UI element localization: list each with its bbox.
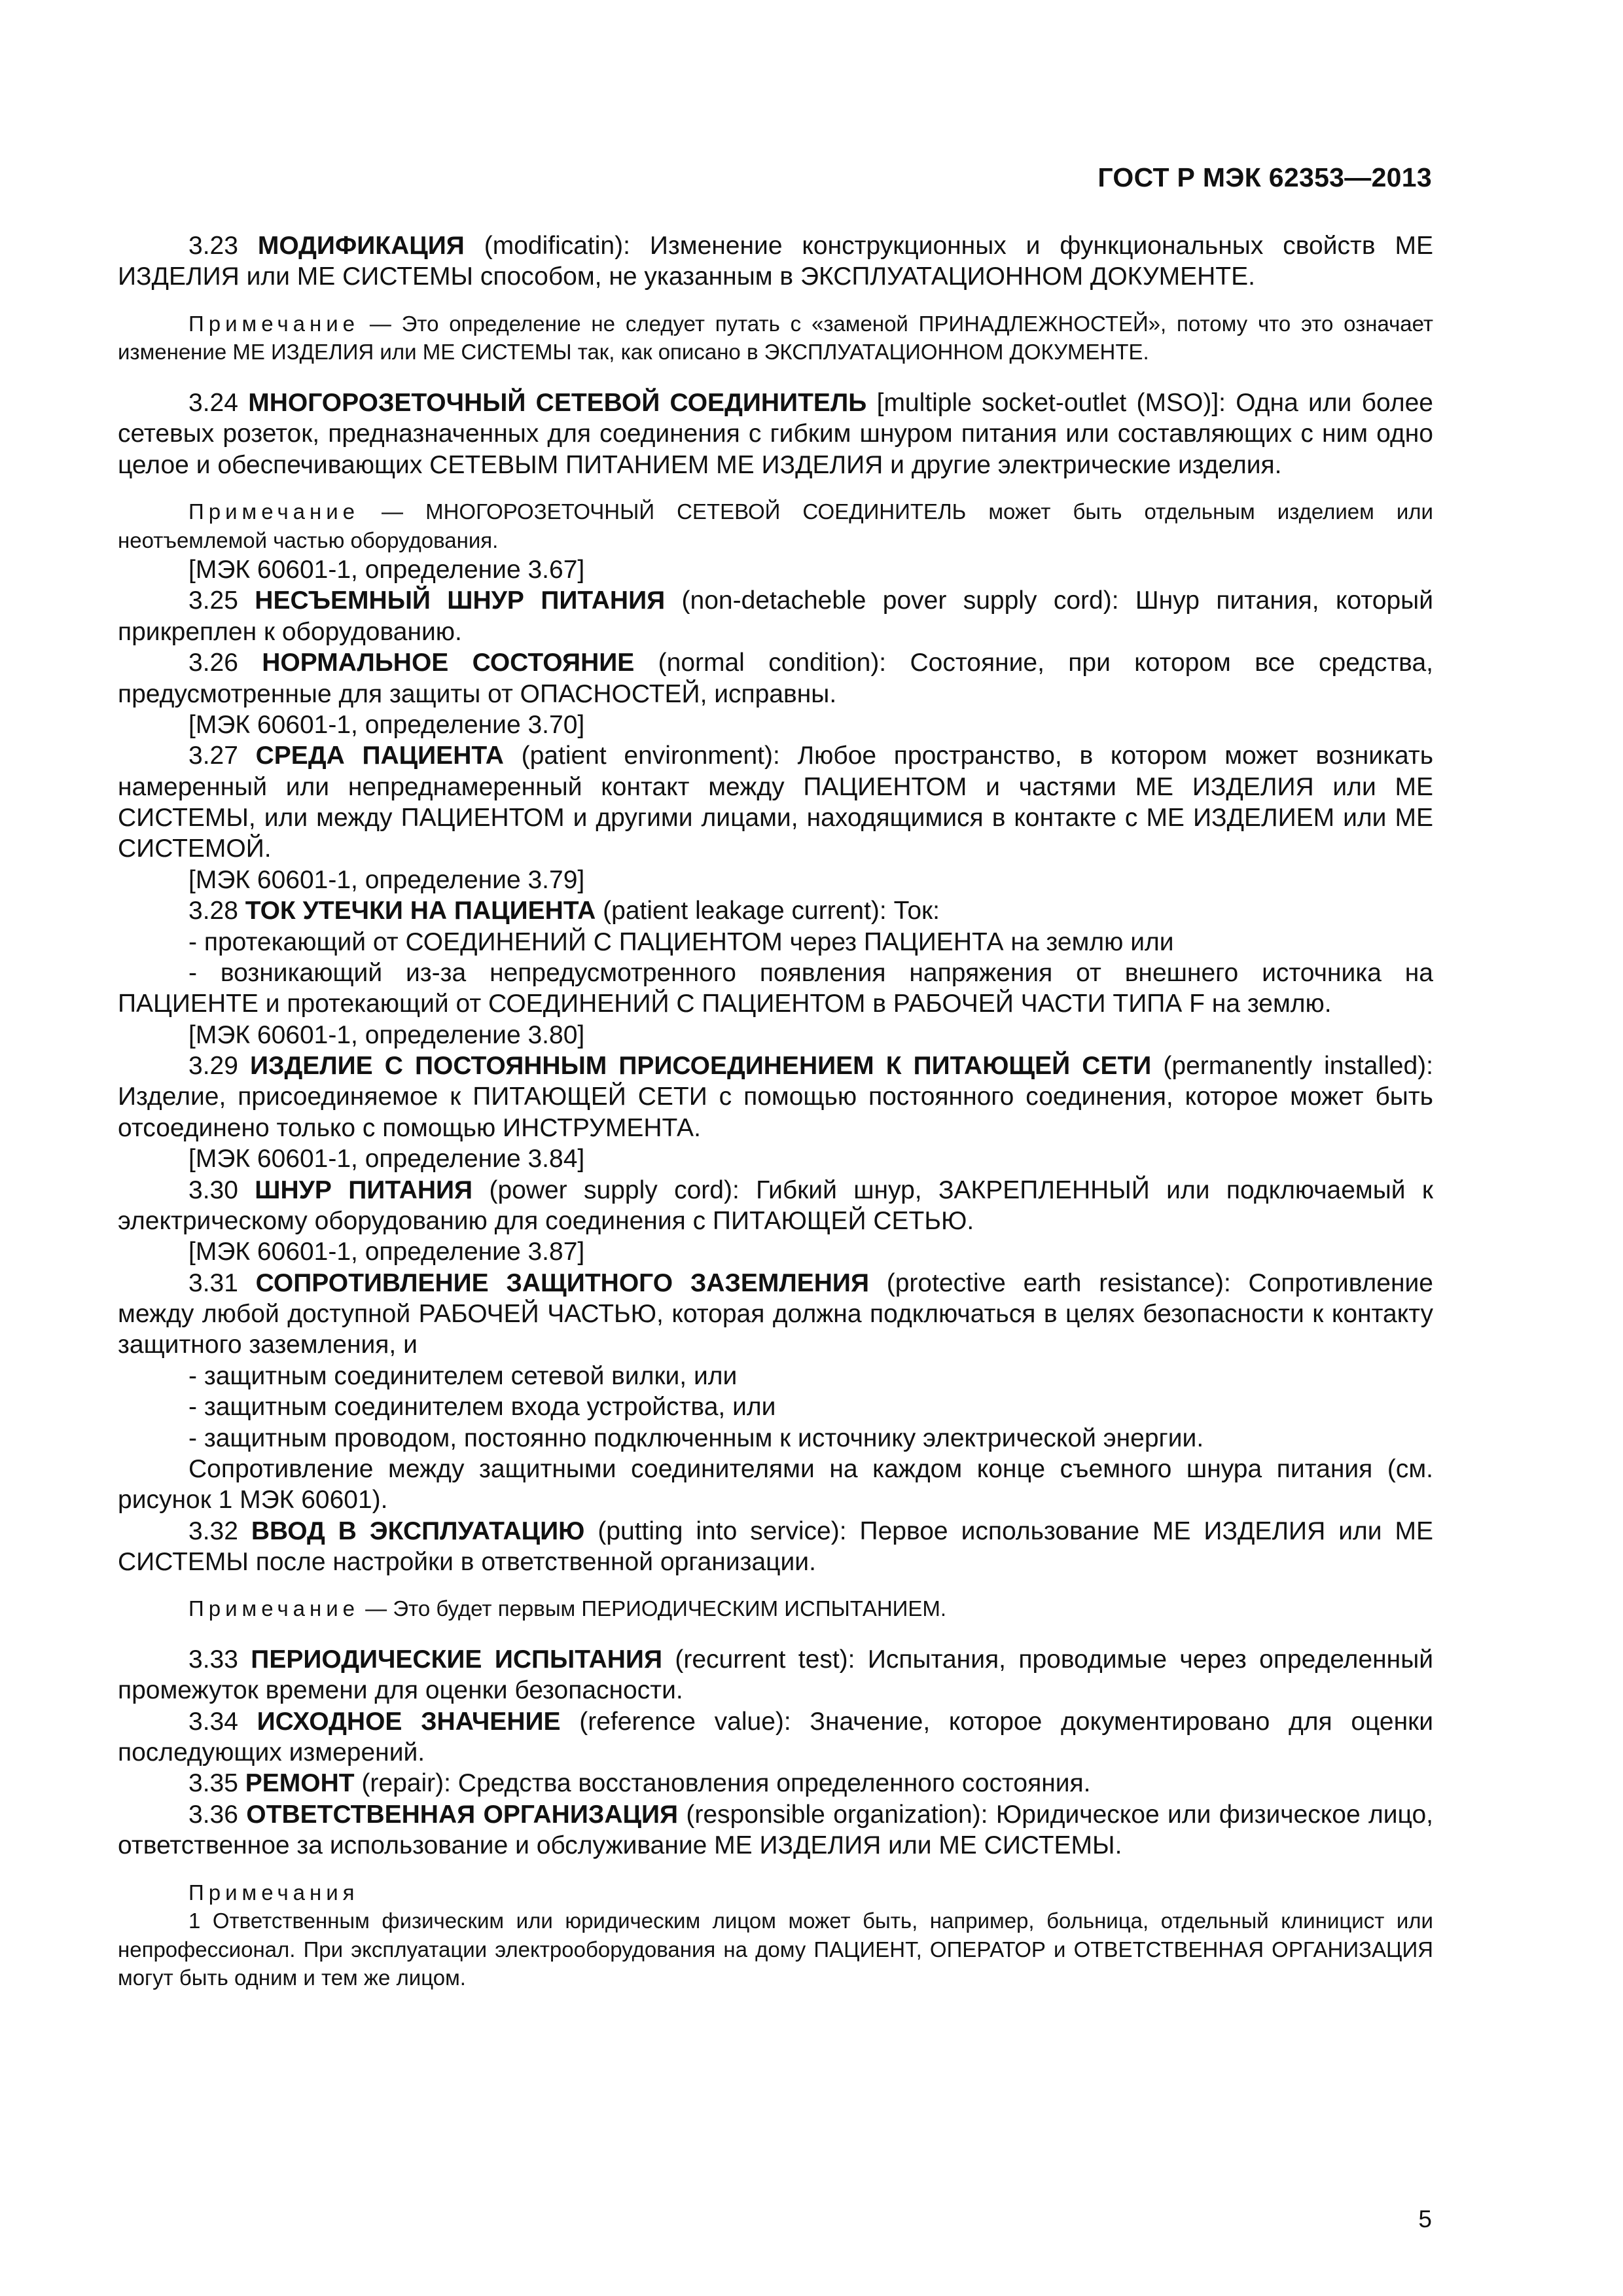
term-text: (patient leakage current): Ток: — [596, 897, 940, 925]
list-item — [118, 1391, 1433, 1422]
term-name: РЕМОНТ — [245, 1769, 355, 1798]
reference — [118, 1236, 1433, 1267]
note — [118, 310, 1433, 367]
note-item-text: 1 Ответственным физическим или юридическим лицом может быть, например, больница, отдельный клиницист или непрофессионал. При эксплуатации электрооборудования на дому ПАЦИЕНТ, ОПЕРАТОР и ОТВЕТСТВЕННАЯ ОРГАНИЗАЦИЯ могут быть одним и тем же лицом. — [118, 1909, 1433, 1990]
term-text: (power supply cord): Гибкий шнур, ЗАКРЕПЛЕННЫЙ или подключаемый к электрическому оборудованию для соединения с ПИТАЮЩЕЙ СЕТЬЮ. — [118, 1175, 1433, 1235]
list-item-text: - защитным проводом, постоянно подключенным к источнику электрической энергии. — [188, 1424, 1204, 1452]
term-name: ПЕРИОДИЧЕСКИЕ ИСПЫТАНИЯ — [251, 1645, 662, 1674]
term-text: (normal condition): Состояние, при котором все средства, предусмотренные для защиты от ОПАСНОСТЕЙ, исправны. — [118, 649, 1433, 708]
term-text: (reference value): Значение, которое документировано для оценки последующих измерений. — [118, 1707, 1433, 1767]
reference — [118, 865, 1433, 895]
note-text: — Это определение не следует путать с «заменой ПРИНАДЛЕЖНОСТЕЙ», потому что это означает изменение МЕ ИЗДЕЛИЯ или МЕ СИСТЕМЫ так, как описано в ЭКСПЛУАТАЦИОННОМ ДОКУМЕНТЕ. — [118, 311, 1433, 365]
reference-text: [МЭК 60601-1, определение 3.80] — [188, 1020, 585, 1049]
term-name: ВВОД В ЭКСПЛУАТАЦИЮ — [251, 1516, 585, 1545]
term-number: 3.26 — [188, 649, 238, 677]
term-name: СРЕДА ПАЦИЕНТА — [255, 742, 504, 770]
term-definition — [118, 1768, 1433, 1799]
list-item-text: - возникающий из-за непредусмотренного появления напряжения от внешнего источника на ПАЦИЕНТЕ и протекающий от СОЕДИНЕНИЙ С ПАЦИЕНТОМ в РАБОЧЕЙ ЧАСТИ ТИПА F на землю. — [118, 958, 1433, 1018]
term-text: (responsible organization): Юридическое или физическое лицо, ответственное за использование и обслуживание МЕ ИЗДЕЛИЯ или МЕ СИСТЕМЫ. — [118, 1800, 1433, 1860]
term-text: (putting into service): Первое использование МЕ ИЗДЕЛИЯ или МЕ СИСТЕМЫ после настройки в ответственной организации. — [118, 1516, 1433, 1577]
list-item-text: - защитным соединителем сетевой вилки, или — [188, 1361, 738, 1390]
term-definition — [118, 740, 1433, 865]
term-text: (non-detacheble pover supply cord): Шнур питания, который прикреплен к оборудованию. — [118, 586, 1433, 646]
note — [118, 497, 1433, 554]
term-number: 3.25 — [188, 586, 238, 615]
term-name: МОДИФИКАЦИЯ — [257, 232, 465, 260]
term-number: 3.36 — [188, 1800, 238, 1829]
term-text: [multiple socket-outlet (MSO)]: Одна или более сетевых розеток, предназначенных для соединения с гибким шнуром питания или составляющих с ним одно целое и обеспечивающих СЕТЕВЫМ ПИТАНИЕМ МЕ ИЗДЕЛИЯ и другие электрические изделия. — [118, 388, 1433, 479]
term-definition — [118, 895, 1433, 926]
term-number: 3.33 — [188, 1645, 238, 1674]
term-definition — [118, 1706, 1433, 1768]
term-text: (patient environment): Любое пространство, в котором может возникать намеренный или непреднамеренный контакт между ПАЦИЕНТОМ и частями МЕ ИЗДЕЛИЯ или МЕ СИСТЕМЫ, или между ПАЦИЕНТОМ и другими лицами, находящимися в контакте с МЕ ИЗДЕЛИЕМ или МЕ СИСТЕМОЙ. — [118, 742, 1434, 863]
term-definition — [118, 585, 1433, 647]
list-item — [118, 1423, 1433, 1454]
notes-heading — [118, 1878, 1433, 1907]
term-definition — [118, 1516, 1433, 1578]
list-item — [118, 958, 1433, 1020]
reference-text: [МЭК 60601-1, определение 3.84] — [188, 1145, 585, 1174]
reference — [118, 554, 1433, 585]
term-name: ИЗДЕЛИЕ С ПОСТОЯННЫМ ПРИСОЕДИНЕНИЕМ К ПИТАЮЩЕЙ СЕТИ — [250, 1052, 1152, 1081]
reference-text: [МЭК 60601-1, определение 3.87] — [188, 1238, 585, 1266]
term-number: 3.32 — [188, 1516, 238, 1545]
reference-text: [МЭК 60601-1, определение 3.67] — [188, 556, 585, 584]
reference — [118, 1143, 1433, 1174]
term-number: 3.34 — [188, 1707, 238, 1736]
term-name: ШНУР ПИТАНИЯ — [255, 1175, 473, 1204]
reference-text: [МЭК 60601-1, определение 3.70] — [188, 710, 585, 739]
term-definition — [118, 1050, 1433, 1143]
document-body — [118, 230, 1433, 1992]
term-name: СОПРОТИВЛЕНИЕ ЗАЩИТНОГО ЗАЗЕМЛЕНИЯ — [255, 1268, 869, 1297]
document-header: ГОСТ Р МЭК 62353—2013 — [1097, 162, 1432, 192]
term-name: МНОГОРОЗЕТОЧНЫЙ СЕТЕВОЙ СОЕДИНИТЕЛЬ — [248, 388, 867, 417]
term-number: 3.23 — [188, 232, 238, 260]
note-label: Примечание — [188, 1596, 360, 1621]
term-number: 3.27 — [188, 742, 238, 770]
term-number: 3.24 — [188, 388, 238, 417]
list-item — [118, 927, 1433, 958]
term-number: 3.28 — [188, 897, 238, 925]
term-text: (repair): Средства восстановления определенного состояния. — [354, 1769, 1091, 1798]
list-item — [118, 1361, 1433, 1391]
notes-heading-label: Примечания — [188, 1880, 359, 1905]
term-text: (permanently installed): Изделие, присоединяемое к ПИТАЮЩЕЙ СЕТИ с помощью постоянного соединения, которое может быть отсоединено только с помощью ИНСТРУМЕНТА. — [118, 1052, 1434, 1142]
term-text: (protective earth resistance): Сопротивление между любой доступной РАБОЧЕЙ ЧАСТЬЮ, которая должна подключаться в целях безопасности к контакту защитного заземления, и — [118, 1268, 1433, 1359]
reference-text: [МЭК 60601-1, определение 3.79] — [188, 865, 585, 894]
term-text: (modificatin): Изменение конструкционных и функциональных свойств МЕ ИЗДЕЛИЯ или МЕ СИСТЕМЫ способом, не указанным в ЭКСПЛУАТАЦИОННОМ ДОКУМЕНТЕ. — [118, 232, 1433, 291]
term-definition — [118, 387, 1433, 480]
term-name: ТОК УТЕЧКИ НА ПАЦИЕНТА — [245, 897, 596, 925]
page-number: 5 — [1418, 2206, 1432, 2233]
list-item-text: - защитным соединителем входа устройства, или — [188, 1393, 776, 1422]
paragraph — [118, 1454, 1433, 1516]
term-definition — [118, 647, 1433, 709]
note-label: Примечание — [188, 311, 360, 336]
term-number: 3.35 — [188, 1769, 238, 1798]
term-name: ОТВЕТСТВЕННАЯ ОРГАНИЗАЦИЯ — [246, 1800, 679, 1829]
list-item-text: - протекающий от СОЕДИНЕНИЙ С ПАЦИЕНТОМ через ПАЦИЕНТА на землю или — [188, 927, 1174, 956]
paragraph-text: Сопротивление между защитными соединителями на каждом конце съемного шнура питания (см. рисунок 1 МЭК 60601). — [118, 1454, 1433, 1515]
term-number: 3.30 — [188, 1175, 238, 1204]
term-definition — [118, 230, 1433, 293]
reference — [118, 1020, 1433, 1050]
term-number: 3.31 — [188, 1268, 238, 1297]
term-name: НОРМАЛЬНОЕ СОСТОЯНИЕ — [262, 649, 635, 677]
note-item — [118, 1907, 1433, 1992]
term-definition — [118, 1644, 1433, 1706]
note-text: — Это будет первым ПЕРИОДИЧЕСКИМ ИСПЫТАНИЕМ. — [359, 1596, 947, 1621]
note-label: Примечание — [188, 499, 360, 524]
term-name: НЕСЪЕМНЫЙ ШНУР ПИТАНИЯ — [255, 586, 666, 615]
term-definition — [118, 1799, 1433, 1861]
term-name: ИСХОДНОЕ ЗНАЧЕНИЕ — [257, 1707, 561, 1736]
term-number: 3.29 — [188, 1052, 238, 1081]
reference — [118, 709, 1433, 740]
term-text: (recurrent test): Испытания, проводимые через определенный промежуток времени для оценки безопасности. — [118, 1645, 1434, 1705]
note-text: — МНОГОРОЗЕТОЧНЫЙ СЕТЕВОЙ СОЕДИНИТЕЛЬ может быть отдельным изделием или неотъемлемой частью оборудования. — [118, 499, 1433, 552]
note — [118, 1594, 1433, 1623]
term-definition — [118, 1268, 1433, 1361]
term-definition — [118, 1175, 1433, 1237]
